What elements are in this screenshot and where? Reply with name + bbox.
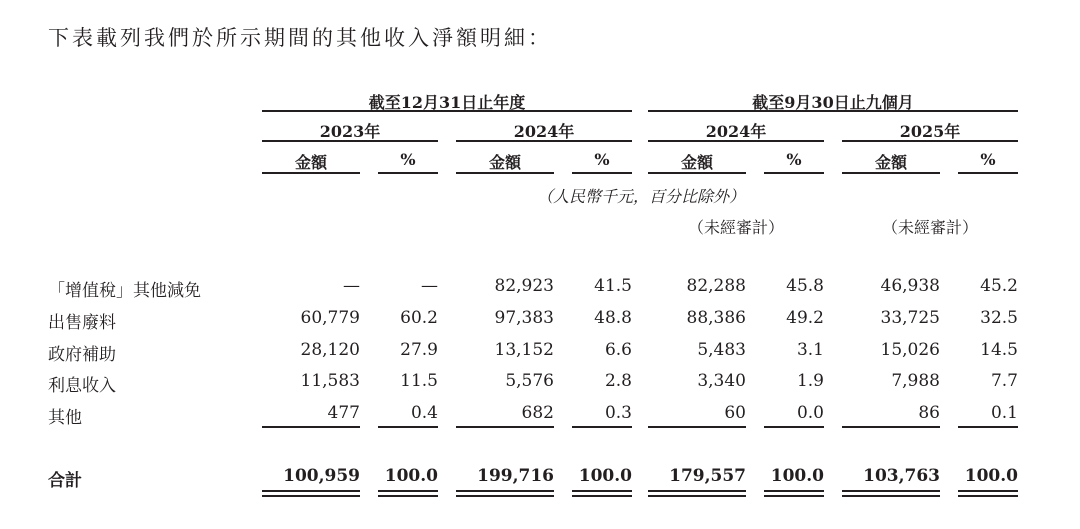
row-label-interest-income: 利息收入 bbox=[48, 376, 116, 396]
period-header-9m: 截至9月30日止九個月 bbox=[752, 93, 914, 112]
cell-pct-2023: — bbox=[421, 276, 438, 296]
year-rule bbox=[262, 140, 438, 142]
subtotal-rule bbox=[958, 426, 1018, 428]
subtotal-rule bbox=[456, 426, 554, 428]
cell-pct-2025: 7.7 bbox=[990, 371, 1018, 391]
total-amount-2024-9m: 179,557 bbox=[669, 466, 746, 486]
total-amount-2024-fy: 199,716 bbox=[477, 466, 554, 486]
col-header-amount: 金額 bbox=[680, 153, 713, 172]
col-header-pct: % bbox=[786, 150, 802, 169]
cell-pct-2025: 14.5 bbox=[980, 340, 1018, 360]
col-header-amount: 金額 bbox=[294, 153, 327, 172]
cell-pct-2025: 0.1 bbox=[990, 403, 1018, 423]
cell-amount-2024-9m: 60 bbox=[724, 403, 746, 423]
total-amount-2025: 103,763 bbox=[863, 466, 940, 486]
cell-pct-2023: 60.2 bbox=[400, 308, 438, 328]
row-label-vat-relief: 「增值稅」其他減免 bbox=[48, 281, 201, 301]
col-header-pct: % bbox=[980, 150, 996, 169]
subtotal-rule bbox=[764, 426, 824, 428]
col-header-amount: 金額 bbox=[874, 153, 907, 172]
cell-amount-2024-9m: 88,386 bbox=[686, 308, 746, 328]
total-double-rule bbox=[648, 490, 746, 497]
year-rule bbox=[648, 140, 824, 142]
cell-amount-2025: 46,938 bbox=[880, 276, 940, 296]
cell-pct-2023: 27.9 bbox=[400, 340, 438, 360]
cell-amount-2023: 60,779 bbox=[300, 308, 360, 328]
total-pct-2023: 100.0 bbox=[384, 466, 438, 486]
total-double-rule bbox=[378, 490, 438, 497]
total-double-rule bbox=[958, 490, 1018, 497]
cell-amount-2024-fy: 13,152 bbox=[494, 340, 554, 360]
row-label-scrap-sales: 出售廢料 bbox=[48, 313, 116, 333]
total-pct-2024-9m: 100.0 bbox=[770, 466, 824, 486]
year-rule bbox=[456, 140, 632, 142]
subtotal-rule bbox=[648, 426, 746, 428]
cell-pct-2023: 11.5 bbox=[400, 371, 438, 391]
cell-amount-2024-fy: 682 bbox=[521, 403, 554, 423]
period-header-fy: 截至12月31日止年度 bbox=[368, 93, 526, 112]
year-header-2025: 2025年 bbox=[899, 122, 961, 141]
unaudited-note-2024: （未經審計） bbox=[687, 218, 784, 237]
total-label: 合計 bbox=[48, 471, 82, 491]
subtotal-rule bbox=[572, 426, 632, 428]
total-double-rule bbox=[262, 490, 360, 497]
intro-text: 下表載列我們於所示期間的其他收入淨額明細： bbox=[48, 26, 552, 50]
unaudited-note-2025: （未經審計） bbox=[881, 218, 978, 237]
col-rule bbox=[764, 172, 824, 174]
cell-pct-2025: 32.5 bbox=[980, 308, 1018, 328]
row-label-gov-grants: 政府補助 bbox=[48, 345, 116, 365]
total-double-rule bbox=[842, 490, 940, 497]
subtotal-rule bbox=[262, 426, 360, 428]
year-header-2023: 2023年 bbox=[319, 122, 381, 141]
cell-amount-2023: 477 bbox=[327, 403, 360, 423]
cell-pct-2025: 45.2 bbox=[980, 276, 1018, 296]
cell-amount-2024-9m: 5,483 bbox=[697, 340, 746, 360]
year-header-2024-9m: 2024年 bbox=[705, 122, 767, 141]
row-label-others: 其他 bbox=[48, 408, 82, 428]
cell-pct-2023: 0.4 bbox=[410, 403, 438, 423]
col-rule bbox=[958, 172, 1018, 174]
cell-amount-2025: 86 bbox=[918, 403, 940, 423]
cell-pct-2024-fy: 2.8 bbox=[604, 371, 632, 391]
col-rule bbox=[572, 172, 632, 174]
year-header-2024-fy: 2024年 bbox=[513, 122, 575, 141]
total-double-rule bbox=[764, 490, 824, 497]
col-header-pct: % bbox=[594, 150, 610, 169]
cell-pct-2024-9m: 1.9 bbox=[796, 371, 824, 391]
cell-amount-2024-9m: 3,340 bbox=[697, 371, 746, 391]
cell-pct-2024-fy: 6.6 bbox=[604, 340, 632, 360]
cell-pct-2024-fy: 0.3 bbox=[604, 403, 632, 423]
cell-pct-2024-fy: 41.5 bbox=[594, 276, 632, 296]
cell-pct-2024-9m: 45.8 bbox=[786, 276, 824, 296]
total-double-rule bbox=[456, 490, 554, 497]
cell-amount-2024-fy: 97,383 bbox=[494, 308, 554, 328]
cell-pct-2024-fy: 48.8 bbox=[594, 308, 632, 328]
cell-amount-2023: 11,583 bbox=[300, 371, 360, 391]
cell-pct-2024-9m: 0.0 bbox=[796, 403, 824, 423]
cell-amount-2023: — bbox=[343, 276, 360, 296]
cell-amount-2024-fy: 82,923 bbox=[494, 276, 554, 296]
col-rule bbox=[262, 172, 360, 174]
total-pct-2024-fy: 100.0 bbox=[578, 466, 632, 486]
col-header-pct: % bbox=[400, 150, 416, 169]
col-rule bbox=[842, 172, 940, 174]
period-rule-fy bbox=[262, 110, 632, 112]
col-rule bbox=[648, 172, 746, 174]
total-amount-2023: 100,959 bbox=[283, 466, 360, 486]
subtotal-rule bbox=[842, 426, 940, 428]
cell-amount-2023: 28,120 bbox=[300, 340, 360, 360]
col-rule bbox=[456, 172, 554, 174]
period-rule-9m bbox=[648, 110, 1018, 112]
subtotal-rule bbox=[378, 426, 438, 428]
cell-amount-2024-9m: 82,288 bbox=[686, 276, 746, 296]
col-header-amount: 金額 bbox=[488, 153, 521, 172]
cell-amount-2025: 33,725 bbox=[880, 308, 940, 328]
year-rule bbox=[842, 140, 1018, 142]
currency-note: （人民幣千元，百分比除外） bbox=[536, 187, 745, 206]
cell-pct-2024-9m: 49.2 bbox=[786, 308, 824, 328]
cell-amount-2025: 7,988 bbox=[891, 371, 940, 391]
total-pct-2025: 100.0 bbox=[964, 466, 1018, 486]
total-double-rule bbox=[572, 490, 632, 497]
col-rule bbox=[378, 172, 438, 174]
cell-amount-2025: 15,026 bbox=[880, 340, 940, 360]
cell-pct-2024-9m: 3.1 bbox=[796, 340, 824, 360]
cell-amount-2024-fy: 5,576 bbox=[505, 371, 554, 391]
